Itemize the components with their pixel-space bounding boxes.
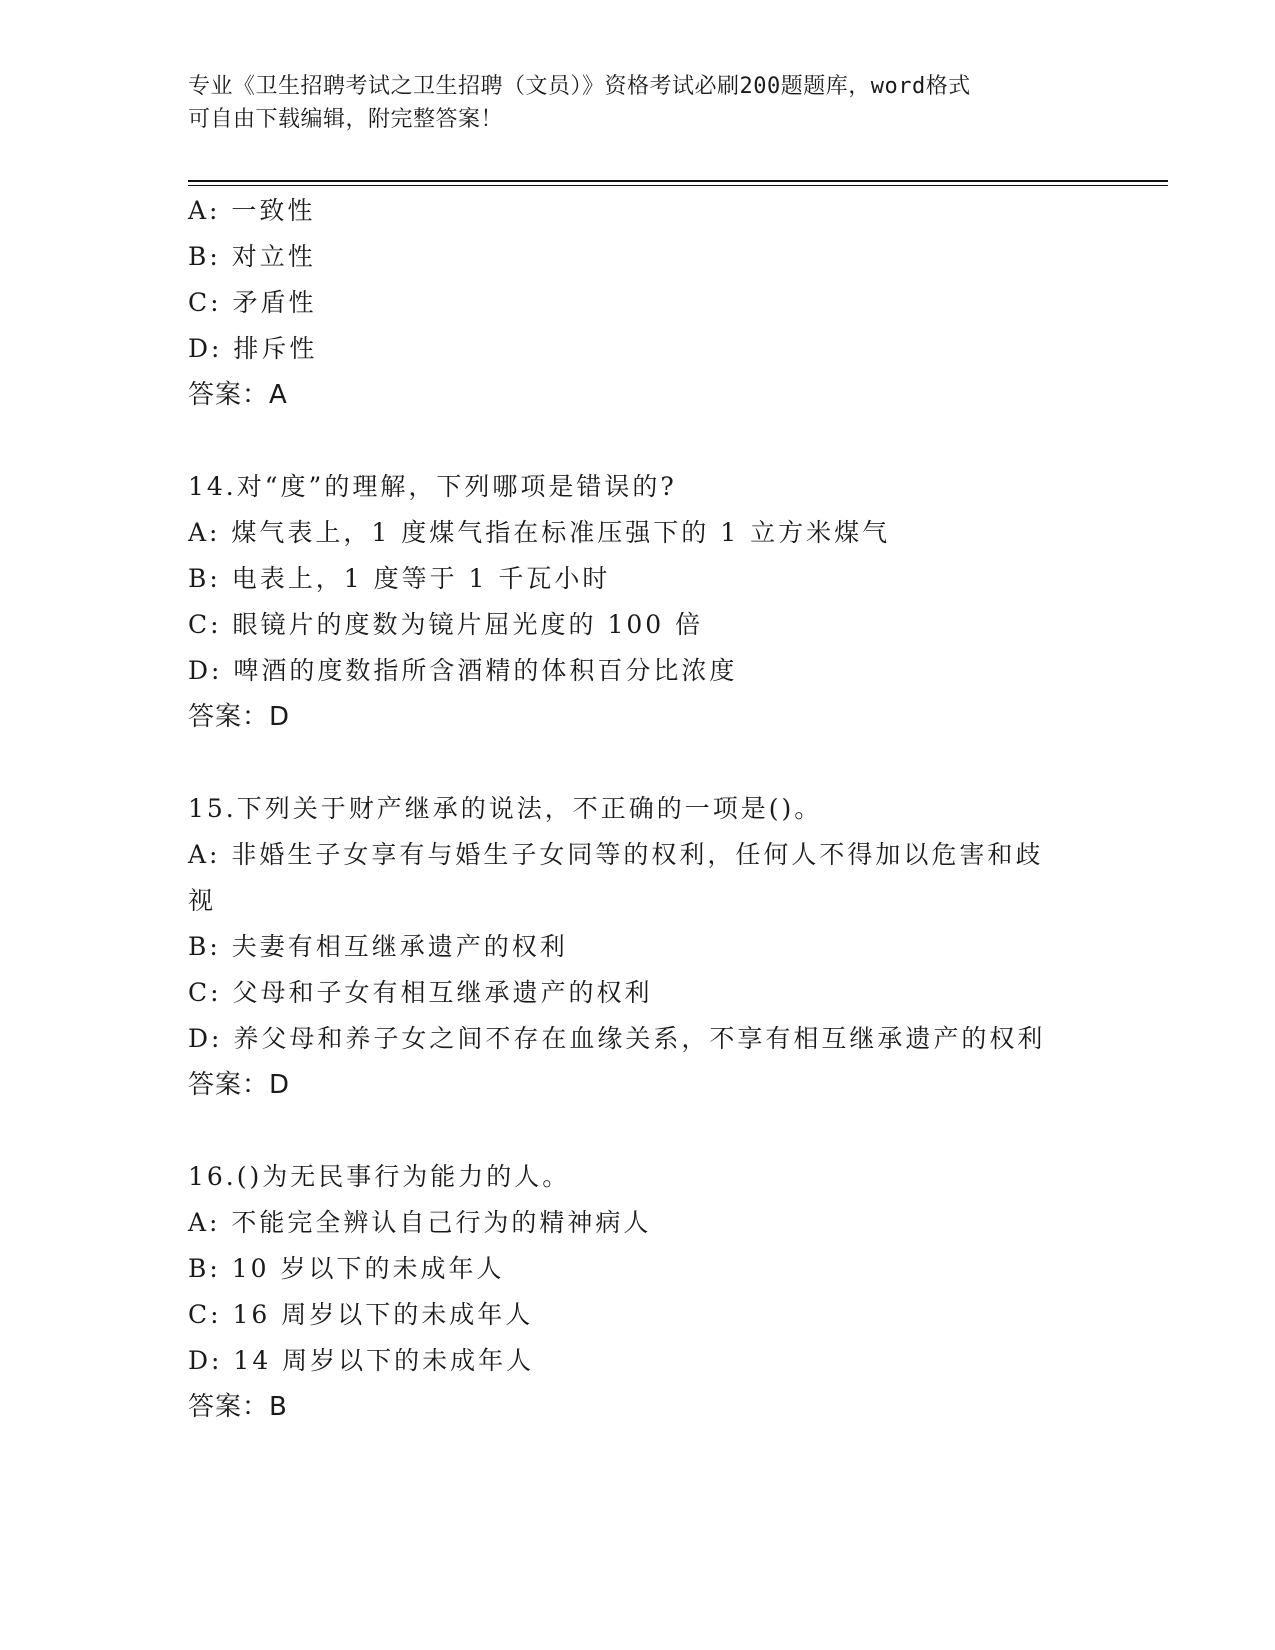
option-c: C: 矛盾性 [188, 288, 317, 317]
option-d: D: 14 周岁以下的未成年人 [188, 1346, 535, 1375]
option-d: D: 啤酒的度数指所含酒精的体积百分比浓度 [188, 656, 738, 685]
option-a-line-2: 视 [188, 886, 217, 915]
spacer [188, 740, 1148, 786]
question-14 [188, 464, 1148, 740]
spacer [188, 418, 1148, 464]
option-a-line-1: A: 非婚生子女享有与婚生子女同等的权利，任何人不得加以危害和歧 [188, 840, 1044, 869]
question-text: 14.对“度”的理解，下列哪项是错误的? [188, 472, 677, 501]
document-header [188, 70, 1088, 136]
question-16 [188, 1154, 1148, 1430]
option-b: B: 夫妻有相互继承遗产的权利 [188, 932, 568, 961]
answer-line: 答案：B [188, 1392, 288, 1422]
answer-line: 答案：D [188, 702, 291, 732]
option-a: A: 一致性 [188, 196, 316, 225]
option-b: B: 对立性 [188, 242, 316, 271]
option-a: A: 不能完全辨认自己行为的精神病人 [188, 1208, 652, 1237]
option-c: C: 眼镜片的度数为镜片屈光度的 100 倍 [188, 610, 704, 639]
option-c: C: 16 周岁以下的未成年人 [188, 1300, 534, 1329]
question-13-tail [188, 188, 1148, 418]
question-15 [188, 786, 1148, 1108]
option-d: D: 排斥性 [188, 334, 318, 363]
answer-line: 答案：D [188, 1070, 291, 1100]
header-title-line-2: 可自由下载编辑，附完整答案！ [188, 107, 504, 132]
answer-line: 答案：A [188, 380, 288, 410]
option-c: C: 父母和子女有相互继承遗产的权利 [188, 978, 653, 1007]
question-list [188, 188, 1148, 1430]
option-d: D: 养父母和养子女之间不存在血缘关系，不享有相互继承遗产的权利 [188, 1024, 1046, 1053]
header-divider-thin [188, 185, 1168, 186]
question-text: 15.下列关于财产继承的说法，不正确的一项是()。 [188, 794, 823, 823]
header-title-line-1: 专业《卫生招聘考试之卫生招聘（文员）》资格考试必刷200题题库，word格式 [188, 74, 971, 99]
option-a: A: 煤气表上，1 度煤气指在标准压强下的 1 立方米煤气 [188, 518, 891, 547]
question-text: 16.()为无民事行为能力的人。 [188, 1162, 571, 1191]
header-divider-thick [188, 180, 1168, 182]
spacer [188, 1108, 1148, 1154]
option-b: B: 电表上，1 度等于 1 千瓦小时 [188, 564, 611, 593]
option-b: B: 10 岁以下的未成年人 [188, 1254, 505, 1283]
